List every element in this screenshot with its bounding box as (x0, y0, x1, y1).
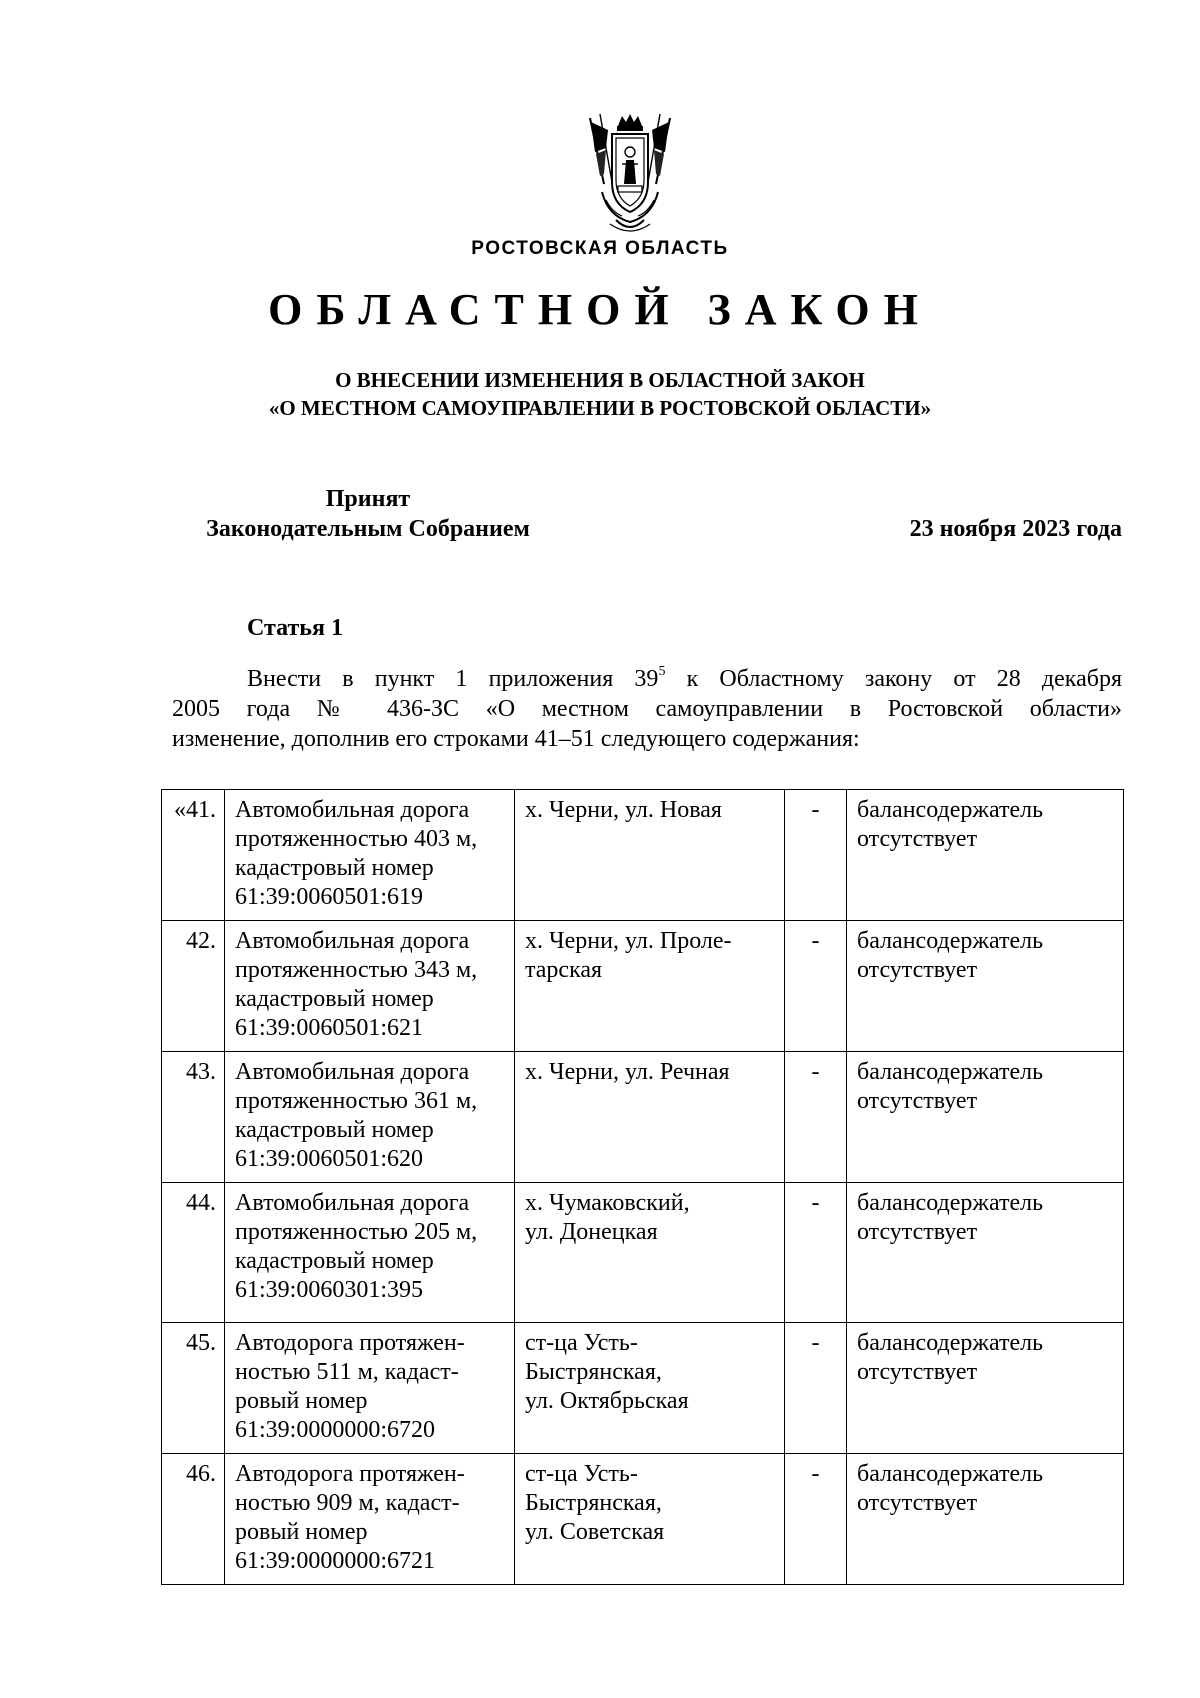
cell-line: ровый номер (235, 1388, 368, 1414)
cell-line: отсутствует (857, 1219, 978, 1245)
cell-line: кадастровый номер (235, 855, 434, 881)
cell-line: балансодержатель (857, 1190, 1044, 1216)
article-text-line: 2005 года № 436-ЗС «О местном самоуправлении в Ростовской области» (172, 696, 1122, 722)
balance-holder-cell (847, 790, 1124, 921)
row-number-cell: 43. (162, 1052, 225, 1183)
cell-line: ностью 909 м, кадаст- (235, 1490, 460, 1516)
article-text-line: Внести в пункт 1 приложения $39^5$ к Областному закону от 28 декабря (247, 664, 1122, 692)
cell-line: отсутствует (857, 826, 978, 852)
table-row (162, 921, 1124, 1052)
adoption-body (178, 484, 558, 544)
table-row (162, 1454, 1124, 1585)
row-number-cell: 45. (162, 1323, 225, 1454)
cell-line: балансодержатель (857, 928, 1044, 954)
cell-line: Автодорога протяжен- (235, 1461, 465, 1487)
row-number-cell: «41. (162, 790, 225, 921)
cell-line: балансодержатель (857, 797, 1044, 823)
cell-line: ст-ца Усть- (525, 1330, 638, 1356)
dash-cell: - (785, 921, 847, 1052)
address-cell (515, 1052, 785, 1183)
object-description-cell (225, 1454, 515, 1585)
cell-line: 61:39:0060501:620 (235, 1146, 424, 1172)
row-number-cell: 42. (162, 921, 225, 1052)
adoption-date: 23 ноября 2023 года (909, 516, 1122, 542)
dash-cell: - (785, 790, 847, 921)
cell-line: протяженностью 361 м, (235, 1088, 478, 1114)
table-row (162, 790, 1124, 921)
cell-line: Автомобильная дорога (235, 928, 470, 954)
cell-line: балансодержатель (857, 1461, 1044, 1487)
cell-line: 61:39:0060501:621 (235, 1015, 424, 1041)
cell-line: балансодержатель (857, 1330, 1044, 1356)
dash-cell: - (785, 1454, 847, 1585)
row-number-cell: 46. (162, 1454, 225, 1585)
cell-line: ровый номер (235, 1519, 368, 1545)
object-description-cell (225, 790, 515, 921)
law-subject-line: «О МЕСТНОМ САМОУПРАВЛЕНИИ В РОСТОВСКОЙ ОБЛАСТИ» (268, 396, 932, 420)
cell-line: ул. Донецкая (525, 1219, 658, 1245)
cell-line: 61:39:0060301:395 (235, 1277, 424, 1303)
dash-cell: - (785, 1052, 847, 1183)
object-description-cell (225, 1052, 515, 1183)
dash-cell: - (785, 1323, 847, 1454)
cell-line: кадастровый номер (235, 986, 434, 1012)
balance-holder-cell (847, 1454, 1124, 1585)
cell-line: отсутствует (857, 957, 978, 983)
table-row (162, 1052, 1124, 1183)
address-cell (515, 921, 785, 1052)
cell-line: Автомобильная дорога (235, 1059, 470, 1085)
object-description-cell (225, 921, 515, 1052)
region-name: РОСТОВСКАЯ ОБЛАСТЬ (471, 238, 729, 259)
article-text (172, 664, 1122, 754)
cell-line: отсутствует (857, 1359, 978, 1385)
cell-line: х. Черни, ул. Речная (525, 1059, 730, 1085)
cell-line: ул. Советская (525, 1519, 665, 1545)
cell-line: х. Чумаковский, (525, 1190, 690, 1216)
cell-line: Автомобильная дорога (235, 1190, 470, 1216)
address-cell (515, 1183, 785, 1323)
cell-line: отсутствует (857, 1088, 978, 1114)
cell-line: Быстрянская, (525, 1359, 662, 1385)
article-heading: Статья 1 (247, 615, 343, 641)
law-subject (0, 366, 1200, 422)
document-type-title: ОБЛАСТНОЙ ЗАКОН (268, 285, 932, 334)
cell-line: Автодорога протяжен- (235, 1330, 465, 1356)
object-description-cell (225, 1323, 515, 1454)
cell-line: Быстрянская, (525, 1490, 662, 1516)
balance-holder-cell (847, 1183, 1124, 1323)
article-text-line: изменение, дополнив его строками 41–51 следующего содержания: (172, 726, 860, 752)
cell-line: балансодержатель (857, 1059, 1044, 1085)
balance-holder-cell (847, 1323, 1124, 1454)
cell-line: 61:39:0060501:619 (235, 884, 424, 910)
cell-line: кадастровый номер (235, 1117, 434, 1143)
address-cell (515, 790, 785, 921)
address-cell (515, 1454, 785, 1585)
adoption-line: Законодательным Собранием (206, 516, 530, 542)
cell-line: х. Черни, ул. Проле- (525, 928, 732, 954)
dash-cell: - (785, 1183, 847, 1323)
cell-line: протяженностью 205 м, (235, 1219, 478, 1245)
table-row (162, 1183, 1124, 1323)
cell-line: Автомобильная дорога (235, 797, 470, 823)
cell-line: х. Черни, ул. Новая (525, 797, 722, 823)
coat-of-arms-icon (582, 112, 678, 236)
address-cell (515, 1323, 785, 1454)
cell-line: ностью 511 м, кадаст- (235, 1359, 459, 1385)
cell-line: 61:39:0000000:6721 (235, 1548, 436, 1574)
cell-line: кадастровый номер (235, 1248, 434, 1274)
adoption-line: Принят (325, 486, 411, 512)
table-row (162, 1323, 1124, 1454)
cell-line: отсутствует (857, 1490, 978, 1516)
cell-line: 61:39:0000000:6720 (235, 1417, 436, 1443)
law-subject-line: О ВНЕСЕНИИ ИЗМЕНЕНИЯ В ОБЛАСТНОЙ ЗАКОН (335, 368, 865, 392)
object-description-cell (225, 1183, 515, 1323)
roads-table (161, 789, 1124, 1585)
superscript: 5 (658, 664, 666, 679)
cell-line: ст-ца Усть- (525, 1461, 638, 1487)
balance-holder-cell (847, 921, 1124, 1052)
row-number-cell: 44. (162, 1183, 225, 1323)
cell-line: тарская (525, 957, 603, 983)
balance-holder-cell (847, 1052, 1124, 1183)
cell-line: протяженностью 403 м, (235, 826, 478, 852)
cell-line: ул. Октябрьская (525, 1388, 689, 1414)
cell-line: протяженностью 343 м, (235, 957, 478, 983)
